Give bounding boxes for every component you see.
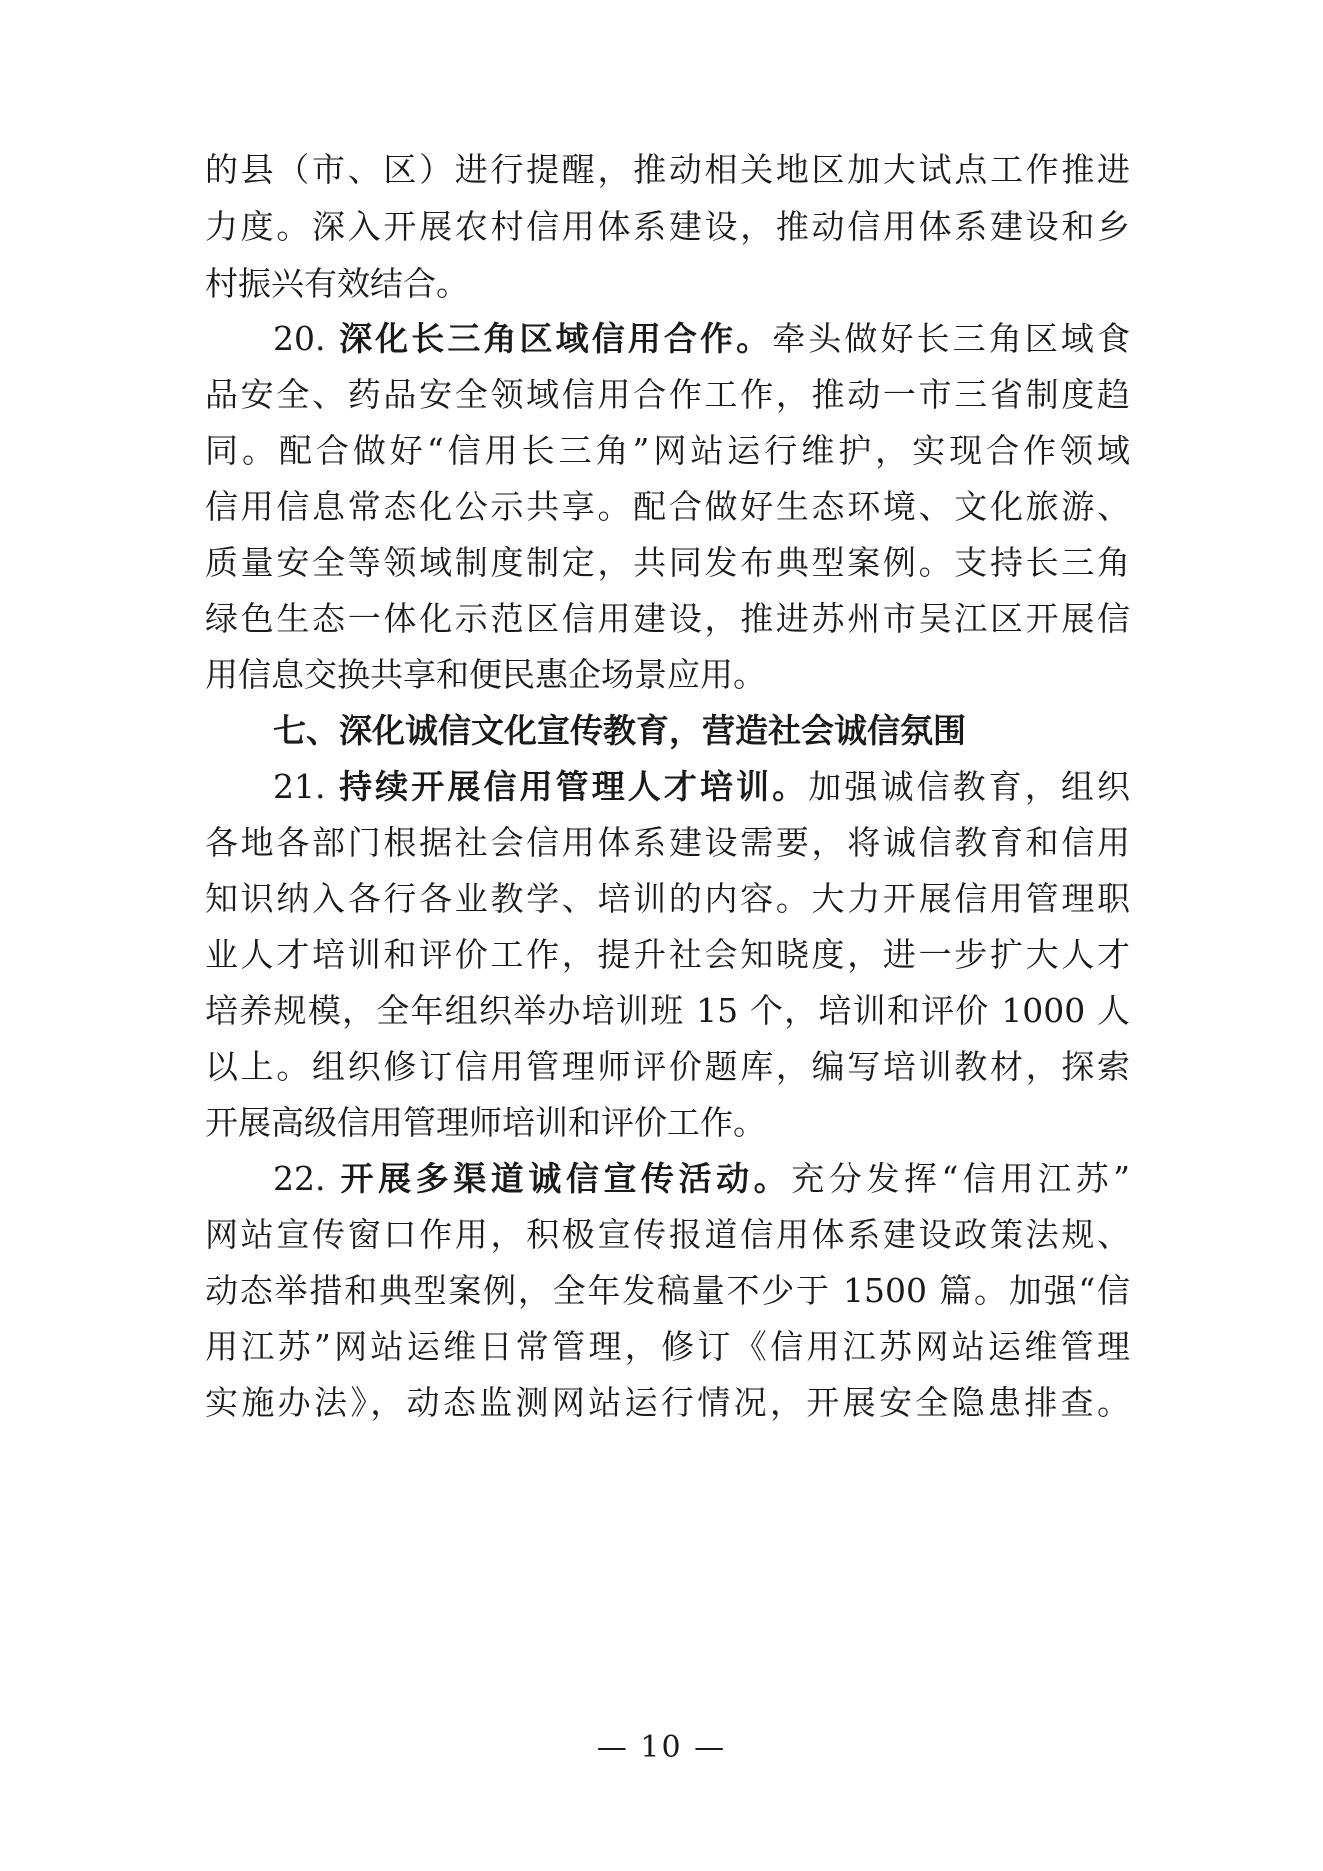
paragraph-line: 用江苏”网站运维日常管理，修订《信用江苏网站运维管理 [205, 1327, 1130, 1366]
item-number: 20. [273, 319, 326, 358]
paragraph-line: 的县（市、区）进行提醒，推动相关地区加大试点工作推进 [205, 150, 1130, 189]
paragraph-line: 开展高级信用管理师培训和评价工作。 [205, 1103, 766, 1142]
item-text: 加强诚信教育，组织 [808, 767, 1131, 806]
section-heading: 七、深化诚信文化宣传教育，营造社会诚信氛围 [273, 711, 966, 750]
item-22-first-line [273, 1151, 1130, 1207]
paragraph-line: 力度。深入开展农村信用体系建设，推动信用体系建设和乡 [205, 207, 1130, 246]
paragraph-line: 同。配合做好“信用长三角”网站运行维护，实现合作领域 [205, 431, 1130, 470]
item-title: 深化长三角区域信用合作。 [339, 319, 773, 358]
paragraph-line: 各地各部门根据社会信用体系建设需要，将诚信教育和信用 [205, 823, 1130, 862]
item-text: 牵头做好长三角区域食 [772, 319, 1131, 358]
item-title: 持续开展信用管理人才培训。 [339, 767, 809, 806]
item-20-first-line [273, 311, 1130, 367]
paragraph-line: 用信息交换共享和便民惠企场景应用。 [205, 655, 766, 694]
page-number: — 10 — [596, 1730, 727, 1765]
paragraph-line: 以上。组织修订信用管理师评价题库，编写培训教材，探索 [205, 1047, 1130, 1086]
paragraph-line: 知识纳入各行各业教学、培训的内容。大力开展信用管理职 [205, 879, 1130, 918]
item-number: 21. [273, 767, 326, 806]
item-title: 开展多渠道诚信宣传活动。 [340, 1159, 792, 1198]
paragraph-line: 动态举措和典型案例，全年发稿量不少于 1500 篇。加强“信 [205, 1271, 1130, 1310]
paragraph-line: 实施办法》，动态监测网站运行情况，开展安全隐患排查。 [205, 1383, 1130, 1422]
item-number: 22. [273, 1159, 326, 1198]
paragraph-line: 绿色生态一体化示范区信用建设，推进苏州市吴江区开展信 [205, 599, 1130, 638]
paragraph-line: 网站宣传窗口作用，积极宣传报道信用体系建设政策法规、 [205, 1215, 1130, 1254]
paragraph-line: 信用信息常态化公示共享。配合做好生态环境、文化旅游、 [205, 487, 1130, 526]
paragraph-line: 品安全、药品安全领域信用合作工作，推动一市三省制度趋 [205, 375, 1130, 414]
paragraph-line: 培养规模，全年组织举办培训班 15 个，培训和评价 1000 人 [205, 991, 1130, 1030]
item-21-first-line [273, 759, 1130, 815]
item-text: 充分发挥“信用江苏” [791, 1159, 1131, 1198]
paragraph-line: 业人才培训和评价工作，提升社会知晓度，进一步扩大人才 [205, 935, 1130, 974]
paragraph-line: 质量安全等领域制度制定，共同发布典型案例。支持长三角 [205, 543, 1130, 582]
paragraph-line: 村振兴有效结合。 [205, 264, 469, 303]
